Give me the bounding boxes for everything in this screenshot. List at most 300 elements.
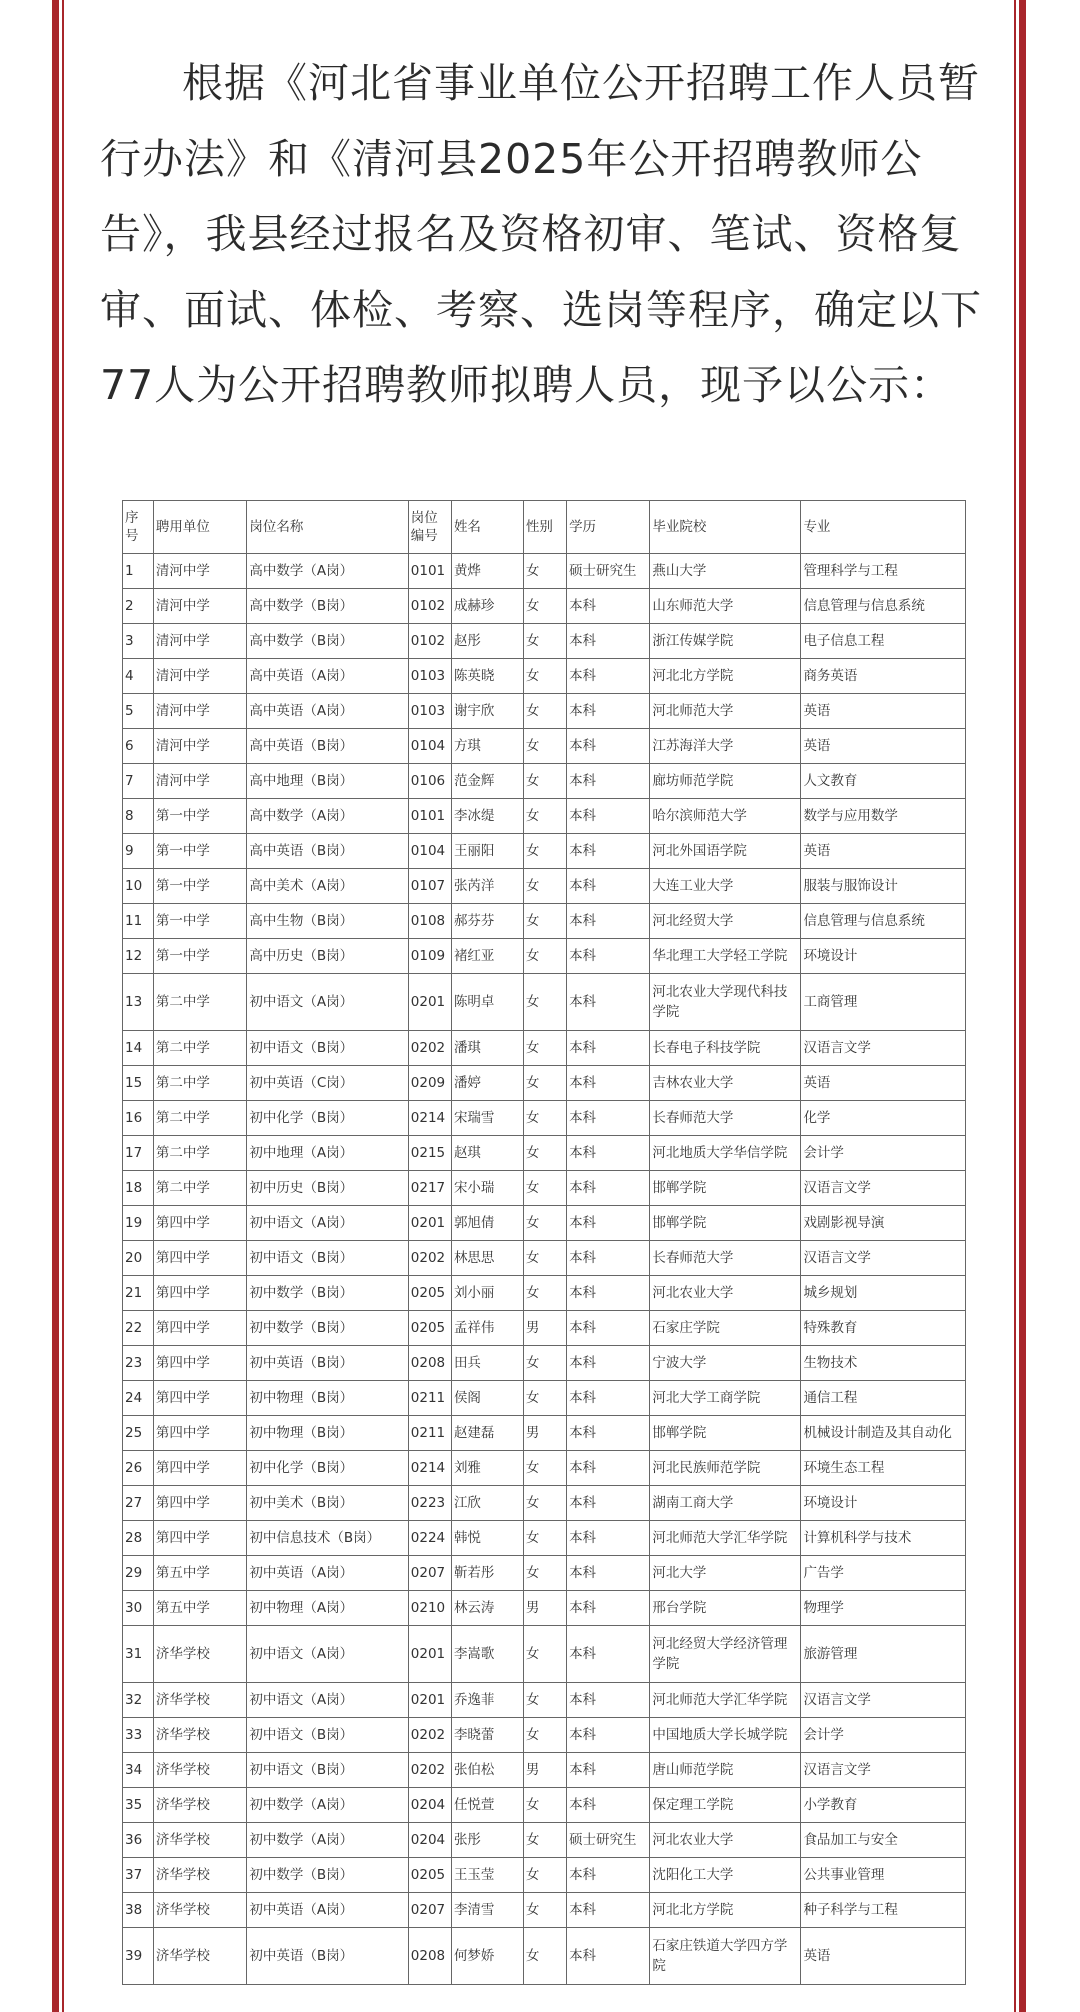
cell-education: 本科: [567, 1241, 650, 1276]
cell-position: 高中英语（B岗）: [247, 834, 408, 869]
cell-name: 潘琪: [451, 1031, 523, 1066]
cell-gender: 女: [523, 1031, 566, 1066]
cell-position-code: 0211: [408, 1381, 451, 1416]
cell-gender: 男: [523, 1753, 566, 1788]
cell-position: 高中数学（A岗）: [247, 799, 408, 834]
cell-name: 田兵: [451, 1346, 523, 1381]
cell-education: 本科: [567, 589, 650, 624]
cell-no: 22: [123, 1311, 154, 1346]
cell-unit: 第一中学: [153, 869, 247, 904]
cell-gender: 女: [523, 1893, 566, 1928]
cell-education: 本科: [567, 1171, 650, 1206]
cell-gender: 女: [523, 1626, 566, 1683]
cell-unit: 第四中学: [153, 1416, 247, 1451]
cell-name: 王丽阳: [451, 834, 523, 869]
table-row: [123, 974, 966, 1031]
cell-position-code: 0208: [408, 1346, 451, 1381]
cell-no: 13: [123, 974, 154, 1031]
cell-gender: 女: [523, 554, 566, 589]
cell-no: 6: [123, 729, 154, 764]
cell-school: 山东师范大学: [650, 589, 801, 624]
cell-education: 本科: [567, 1416, 650, 1451]
cell-no: 12: [123, 939, 154, 974]
cell-position: 初中英语（A岗）: [247, 1556, 408, 1591]
cell-position-code: 0205: [408, 1276, 451, 1311]
header-name: 姓名: [451, 501, 523, 554]
cell-school: 长春电子科技学院: [650, 1031, 801, 1066]
cell-education: 本科: [567, 939, 650, 974]
cell-gender: 女: [523, 659, 566, 694]
table-row: [123, 694, 966, 729]
cell-unit: 济华学校: [153, 1788, 247, 1823]
cell-major: 汉语言文学: [801, 1241, 966, 1276]
left-border-thick: [52, 0, 59, 2012]
cell-unit: 清河中学: [153, 729, 247, 764]
cell-name: 宋瑞雪: [451, 1101, 523, 1136]
cell-unit: 第二中学: [153, 974, 247, 1031]
right-border-thick: [1019, 0, 1026, 2012]
cell-name: 张彤: [451, 1823, 523, 1858]
cell-position: 初中数学（B岗）: [247, 1311, 408, 1346]
table-row: [123, 1311, 966, 1346]
cell-no: 37: [123, 1858, 154, 1893]
cell-school: 唐山师范学院: [650, 1753, 801, 1788]
table-row: [123, 1626, 966, 1683]
cell-no: 21: [123, 1276, 154, 1311]
cell-name: 林思思: [451, 1241, 523, 1276]
cell-unit: 第一中学: [153, 834, 247, 869]
cell-gender: 女: [523, 1683, 566, 1718]
cell-school: 邯郸学院: [650, 1171, 801, 1206]
cell-position: 高中地理（B岗）: [247, 764, 408, 799]
cell-position-code: 0103: [408, 694, 451, 729]
cell-no: 9: [123, 834, 154, 869]
cell-school: 宁波大学: [650, 1346, 801, 1381]
cell-position: 高中美术（A岗）: [247, 869, 408, 904]
cell-no: 8: [123, 799, 154, 834]
cell-education: 本科: [567, 1136, 650, 1171]
cell-no: 34: [123, 1753, 154, 1788]
cell-gender: 女: [523, 1066, 566, 1101]
cell-unit: 济华学校: [153, 1718, 247, 1753]
cell-position-code: 0107: [408, 869, 451, 904]
cell-education: 本科: [567, 1381, 650, 1416]
cell-education: 本科: [567, 1031, 650, 1066]
cell-no: 5: [123, 694, 154, 729]
cell-major: 会计学: [801, 1718, 966, 1753]
cell-position-code: 0201: [408, 974, 451, 1031]
cell-position: 高中英语（A岗）: [247, 659, 408, 694]
cell-no: 7: [123, 764, 154, 799]
cell-name: 乔逸菲: [451, 1683, 523, 1718]
cell-position-code: 0101: [408, 554, 451, 589]
cell-gender: 女: [523, 974, 566, 1031]
cell-major: 英语: [801, 1066, 966, 1101]
cell-school: 石家庄铁道大学四方学院: [650, 1928, 801, 1985]
cell-unit: 第一中学: [153, 799, 247, 834]
cell-position-code: 0102: [408, 589, 451, 624]
cell-position-code: 0104: [408, 834, 451, 869]
cell-position-code: 0214: [408, 1451, 451, 1486]
cell-education: 本科: [567, 1683, 650, 1718]
cell-gender: 女: [523, 694, 566, 729]
cell-school: 河北农业大学: [650, 1276, 801, 1311]
cell-unit: 清河中学: [153, 659, 247, 694]
cell-gender: 女: [523, 939, 566, 974]
cell-education: 本科: [567, 1206, 650, 1241]
cell-education: 本科: [567, 1311, 650, 1346]
table-row: [123, 589, 966, 624]
cell-unit: 第四中学: [153, 1206, 247, 1241]
cell-education: 本科: [567, 729, 650, 764]
cell-major: 人文教育: [801, 764, 966, 799]
cell-position-code: 0106: [408, 764, 451, 799]
table-row: [123, 1171, 966, 1206]
cell-no: 18: [123, 1171, 154, 1206]
cell-position: 初中美术（B岗）: [247, 1486, 408, 1521]
cell-major: 信息管理与信息系统: [801, 589, 966, 624]
cell-unit: 清河中学: [153, 764, 247, 799]
cell-major: 数学与应用数学: [801, 799, 966, 834]
cell-gender: 女: [523, 1556, 566, 1591]
table-row: [123, 1858, 966, 1893]
cell-position-code: 0205: [408, 1858, 451, 1893]
table-row: [123, 834, 966, 869]
cell-education: 本科: [567, 1718, 650, 1753]
cell-unit: 济华学校: [153, 1823, 247, 1858]
cell-education: 本科: [567, 1893, 650, 1928]
cell-position-code: 0202: [408, 1753, 451, 1788]
cell-name: 赵建磊: [451, 1416, 523, 1451]
cell-position: 高中历史（B岗）: [247, 939, 408, 974]
cell-gender: 女: [523, 1928, 566, 1985]
cell-no: 24: [123, 1381, 154, 1416]
cell-name: 张伯松: [451, 1753, 523, 1788]
cell-education: 本科: [567, 869, 650, 904]
cell-position: 初中语文（A岗）: [247, 1206, 408, 1241]
header-unit: 聘用单位: [153, 501, 247, 554]
table-row: [123, 1346, 966, 1381]
cell-gender: 男: [523, 1416, 566, 1451]
table-row: [123, 1206, 966, 1241]
cell-name: 陈明卓: [451, 974, 523, 1031]
cell-position: 高中数学（B岗）: [247, 589, 408, 624]
cell-position-code: 0201: [408, 1206, 451, 1241]
header-position-code: 岗位编号: [408, 501, 451, 554]
announcement-intro: 根据《河北省事业单位公开招聘工作人员暂行办法》和《清河县2025年公开招聘教师公告》，我县经过报名及资格初审、笔试、资格复审、面试、体检、考察、选岗等程序，确定以下77人为公开招聘教师拟聘人员，现予以公示：: [100, 59, 982, 409]
cell-unit: 济华学校: [153, 1928, 247, 1985]
hire-list-table: [122, 500, 966, 1985]
cell-unit: 清河中学: [153, 554, 247, 589]
cell-gender: 女: [523, 1381, 566, 1416]
table-body: [123, 554, 966, 1985]
cell-major: 公共事业管理: [801, 1858, 966, 1893]
cell-no: 14: [123, 1031, 154, 1066]
cell-gender: 女: [523, 1276, 566, 1311]
table-row: [123, 869, 966, 904]
cell-position: 高中英语（B岗）: [247, 729, 408, 764]
cell-no: 19: [123, 1206, 154, 1241]
cell-school: 河北师范大学: [650, 694, 801, 729]
table-row: [123, 1928, 966, 1985]
cell-school: 燕山大学: [650, 554, 801, 589]
cell-no: 2: [123, 589, 154, 624]
cell-unit: 济华学校: [153, 1683, 247, 1718]
cell-no: 26: [123, 1451, 154, 1486]
cell-unit: 清河中学: [153, 624, 247, 659]
cell-unit: 清河中学: [153, 589, 247, 624]
cell-name: 郝芬芬: [451, 904, 523, 939]
cell-education: 本科: [567, 834, 650, 869]
cell-position: 高中英语（A岗）: [247, 694, 408, 729]
cell-education: 本科: [567, 1788, 650, 1823]
table-row: [123, 1066, 966, 1101]
cell-education: 本科: [567, 694, 650, 729]
cell-position: 初中语文（A岗）: [247, 1626, 408, 1683]
cell-unit: 第五中学: [153, 1591, 247, 1626]
cell-position: 初中数学（A岗）: [247, 1823, 408, 1858]
table-row: [123, 1276, 966, 1311]
cell-major: 化学: [801, 1101, 966, 1136]
cell-major: 汉语言文学: [801, 1171, 966, 1206]
cell-position: 初中历史（B岗）: [247, 1171, 408, 1206]
table-header-row: [123, 501, 966, 554]
cell-school: 河北地质大学华信学院: [650, 1136, 801, 1171]
cell-major: 会计学: [801, 1136, 966, 1171]
cell-position: 初中数学（B岗）: [247, 1858, 408, 1893]
cell-position: 初中英语（C岗）: [247, 1066, 408, 1101]
cell-gender: 女: [523, 1171, 566, 1206]
right-border-thin: [1014, 0, 1016, 2012]
cell-school: 河北师范大学汇华学院: [650, 1521, 801, 1556]
cell-name: 何梦娇: [451, 1928, 523, 1985]
header-position: 岗位名称: [247, 501, 408, 554]
cell-name: 方琪: [451, 729, 523, 764]
cell-gender: 女: [523, 1451, 566, 1486]
cell-name: 成赫珍: [451, 589, 523, 624]
cell-school: 中国地质大学长城学院: [650, 1718, 801, 1753]
cell-name: 范金辉: [451, 764, 523, 799]
cell-gender: 男: [523, 1591, 566, 1626]
cell-position-code: 0214: [408, 1101, 451, 1136]
cell-no: 15: [123, 1066, 154, 1101]
cell-name: 谢宇欣: [451, 694, 523, 729]
cell-unit: 第一中学: [153, 904, 247, 939]
cell-name: 林云涛: [451, 1591, 523, 1626]
cell-school: 河北经贸大学经济管理学院: [650, 1626, 801, 1683]
table-row: [123, 1683, 966, 1718]
cell-position-code: 0104: [408, 729, 451, 764]
cell-gender: 女: [523, 1858, 566, 1893]
cell-name: 侯阁: [451, 1381, 523, 1416]
cell-position-code: 0202: [408, 1031, 451, 1066]
cell-unit: 第五中学: [153, 1556, 247, 1591]
cell-gender: 女: [523, 1206, 566, 1241]
cell-school: 长春师范大学: [650, 1101, 801, 1136]
cell-major: 生物技术: [801, 1346, 966, 1381]
cell-unit: 济华学校: [153, 1626, 247, 1683]
cell-school: 华北理工大学轻工学院: [650, 939, 801, 974]
cell-major: 商务英语: [801, 659, 966, 694]
cell-position-code: 0209: [408, 1066, 451, 1101]
table-row: [123, 1031, 966, 1066]
cell-position-code: 0108: [408, 904, 451, 939]
cell-school: 保定理工学院: [650, 1788, 801, 1823]
cell-education: 本科: [567, 974, 650, 1031]
cell-major: 英语: [801, 694, 966, 729]
cell-position-code: 0109: [408, 939, 451, 974]
cell-gender: 女: [523, 1136, 566, 1171]
cell-name: 陈英晓: [451, 659, 523, 694]
cell-name: 李嵩歌: [451, 1626, 523, 1683]
cell-position: 初中物理（A岗）: [247, 1591, 408, 1626]
cell-school: 浙江传媒学院: [650, 624, 801, 659]
cell-gender: 女: [523, 1486, 566, 1521]
cell-major: 环境设计: [801, 1486, 966, 1521]
cell-position-code: 0217: [408, 1171, 451, 1206]
table-row: [123, 1753, 966, 1788]
table-row: [123, 1823, 966, 1858]
cell-education: 本科: [567, 799, 650, 834]
cell-major: 旅游管理: [801, 1626, 966, 1683]
cell-no: 17: [123, 1136, 154, 1171]
table-row: [123, 624, 966, 659]
cell-no: 3: [123, 624, 154, 659]
cell-education: 本科: [567, 1346, 650, 1381]
cell-name: 潘婷: [451, 1066, 523, 1101]
cell-school: 河北外国语学院: [650, 834, 801, 869]
cell-education: 本科: [567, 1928, 650, 1985]
cell-position-code: 0101: [408, 799, 451, 834]
cell-gender: 女: [523, 1346, 566, 1381]
cell-unit: 第四中学: [153, 1311, 247, 1346]
table-row: [123, 1893, 966, 1928]
cell-position-code: 0202: [408, 1718, 451, 1753]
cell-school: 河北大学: [650, 1556, 801, 1591]
cell-gender: 女: [523, 799, 566, 834]
cell-unit: 第四中学: [153, 1381, 247, 1416]
cell-name: 刘小丽: [451, 1276, 523, 1311]
cell-no: 16: [123, 1101, 154, 1136]
cell-position: 初中英语（B岗）: [247, 1346, 408, 1381]
cell-school: 吉林农业大学: [650, 1066, 801, 1101]
cell-no: 28: [123, 1521, 154, 1556]
cell-unit: 清河中学: [153, 694, 247, 729]
cell-education: 本科: [567, 624, 650, 659]
cell-no: 39: [123, 1928, 154, 1985]
cell-school: 河北北方学院: [650, 1893, 801, 1928]
cell-name: 王玉莹: [451, 1858, 523, 1893]
cell-no: 23: [123, 1346, 154, 1381]
cell-school: 河北民族师范学院: [650, 1451, 801, 1486]
cell-major: 电子信息工程: [801, 624, 966, 659]
cell-name: 韩悦: [451, 1521, 523, 1556]
cell-unit: 第二中学: [153, 1101, 247, 1136]
header-education: 学历: [567, 501, 650, 554]
cell-gender: 女: [523, 1241, 566, 1276]
cell-education: 本科: [567, 1591, 650, 1626]
cell-school: 河北农业大学: [650, 1823, 801, 1858]
cell-school: 邯郸学院: [650, 1416, 801, 1451]
cell-unit: 济华学校: [153, 1858, 247, 1893]
cell-no: 25: [123, 1416, 154, 1451]
cell-name: 李晓蕾: [451, 1718, 523, 1753]
cell-gender: 女: [523, 729, 566, 764]
cell-major: 广告学: [801, 1556, 966, 1591]
cell-position: 高中生物（B岗）: [247, 904, 408, 939]
cell-school: 廊坊师范学院: [650, 764, 801, 799]
cell-education: 本科: [567, 1753, 650, 1788]
cell-no: 32: [123, 1683, 154, 1718]
table-row: [123, 659, 966, 694]
cell-name: 孟祥伟: [451, 1311, 523, 1346]
cell-major: 汉语言文学: [801, 1753, 966, 1788]
cell-position-code: 0201: [408, 1683, 451, 1718]
cell-education: 本科: [567, 1556, 650, 1591]
cell-gender: 女: [523, 869, 566, 904]
cell-major: 食品加工与安全: [801, 1823, 966, 1858]
table-row: [123, 1451, 966, 1486]
cell-position-code: 0204: [408, 1823, 451, 1858]
table-row: [123, 1556, 966, 1591]
cell-gender: 女: [523, 1718, 566, 1753]
cell-gender: 女: [523, 1823, 566, 1858]
header-school: 毕业院校: [650, 501, 801, 554]
table-row: [123, 904, 966, 939]
cell-no: 36: [123, 1823, 154, 1858]
cell-major: 汉语言文学: [801, 1031, 966, 1066]
cell-unit: 第四中学: [153, 1521, 247, 1556]
cell-education: 本科: [567, 1451, 650, 1486]
cell-no: 30: [123, 1591, 154, 1626]
table-row: [123, 554, 966, 589]
cell-position: 初中英语（B岗）: [247, 1928, 408, 1985]
cell-unit: 第二中学: [153, 1136, 247, 1171]
cell-position-code: 0211: [408, 1416, 451, 1451]
cell-name: 江欣: [451, 1486, 523, 1521]
table-row: [123, 1521, 966, 1556]
cell-major: 种子科学与工程: [801, 1893, 966, 1928]
cell-no: 11: [123, 904, 154, 939]
cell-name: 赵琪: [451, 1136, 523, 1171]
cell-name: 靳若彤: [451, 1556, 523, 1591]
cell-position: 初中语文（B岗）: [247, 1718, 408, 1753]
hire-list-table-container: [122, 500, 966, 1985]
cell-school: 河北北方学院: [650, 659, 801, 694]
cell-name: 刘雅: [451, 1451, 523, 1486]
cell-school: 大连工业大学: [650, 869, 801, 904]
cell-no: 1: [123, 554, 154, 589]
cell-position-code: 0201: [408, 1626, 451, 1683]
table-row: [123, 1381, 966, 1416]
cell-major: 服装与服饰设计: [801, 869, 966, 904]
cell-position-code: 0207: [408, 1556, 451, 1591]
cell-name: 宋小瑞: [451, 1171, 523, 1206]
cell-position-code: 0215: [408, 1136, 451, 1171]
table-row: [123, 764, 966, 799]
cell-position: 初中物理（B岗）: [247, 1416, 408, 1451]
left-border-thin: [62, 0, 64, 2012]
cell-gender: 女: [523, 1788, 566, 1823]
cell-major: 通信工程: [801, 1381, 966, 1416]
cell-major: 城乡规划: [801, 1276, 966, 1311]
cell-school: 哈尔滨师范大学: [650, 799, 801, 834]
cell-unit: 第四中学: [153, 1241, 247, 1276]
cell-name: 褚红亚: [451, 939, 523, 974]
cell-unit: 第四中学: [153, 1346, 247, 1381]
cell-position: 初中语文（A岗）: [247, 974, 408, 1031]
table-row: [123, 729, 966, 764]
